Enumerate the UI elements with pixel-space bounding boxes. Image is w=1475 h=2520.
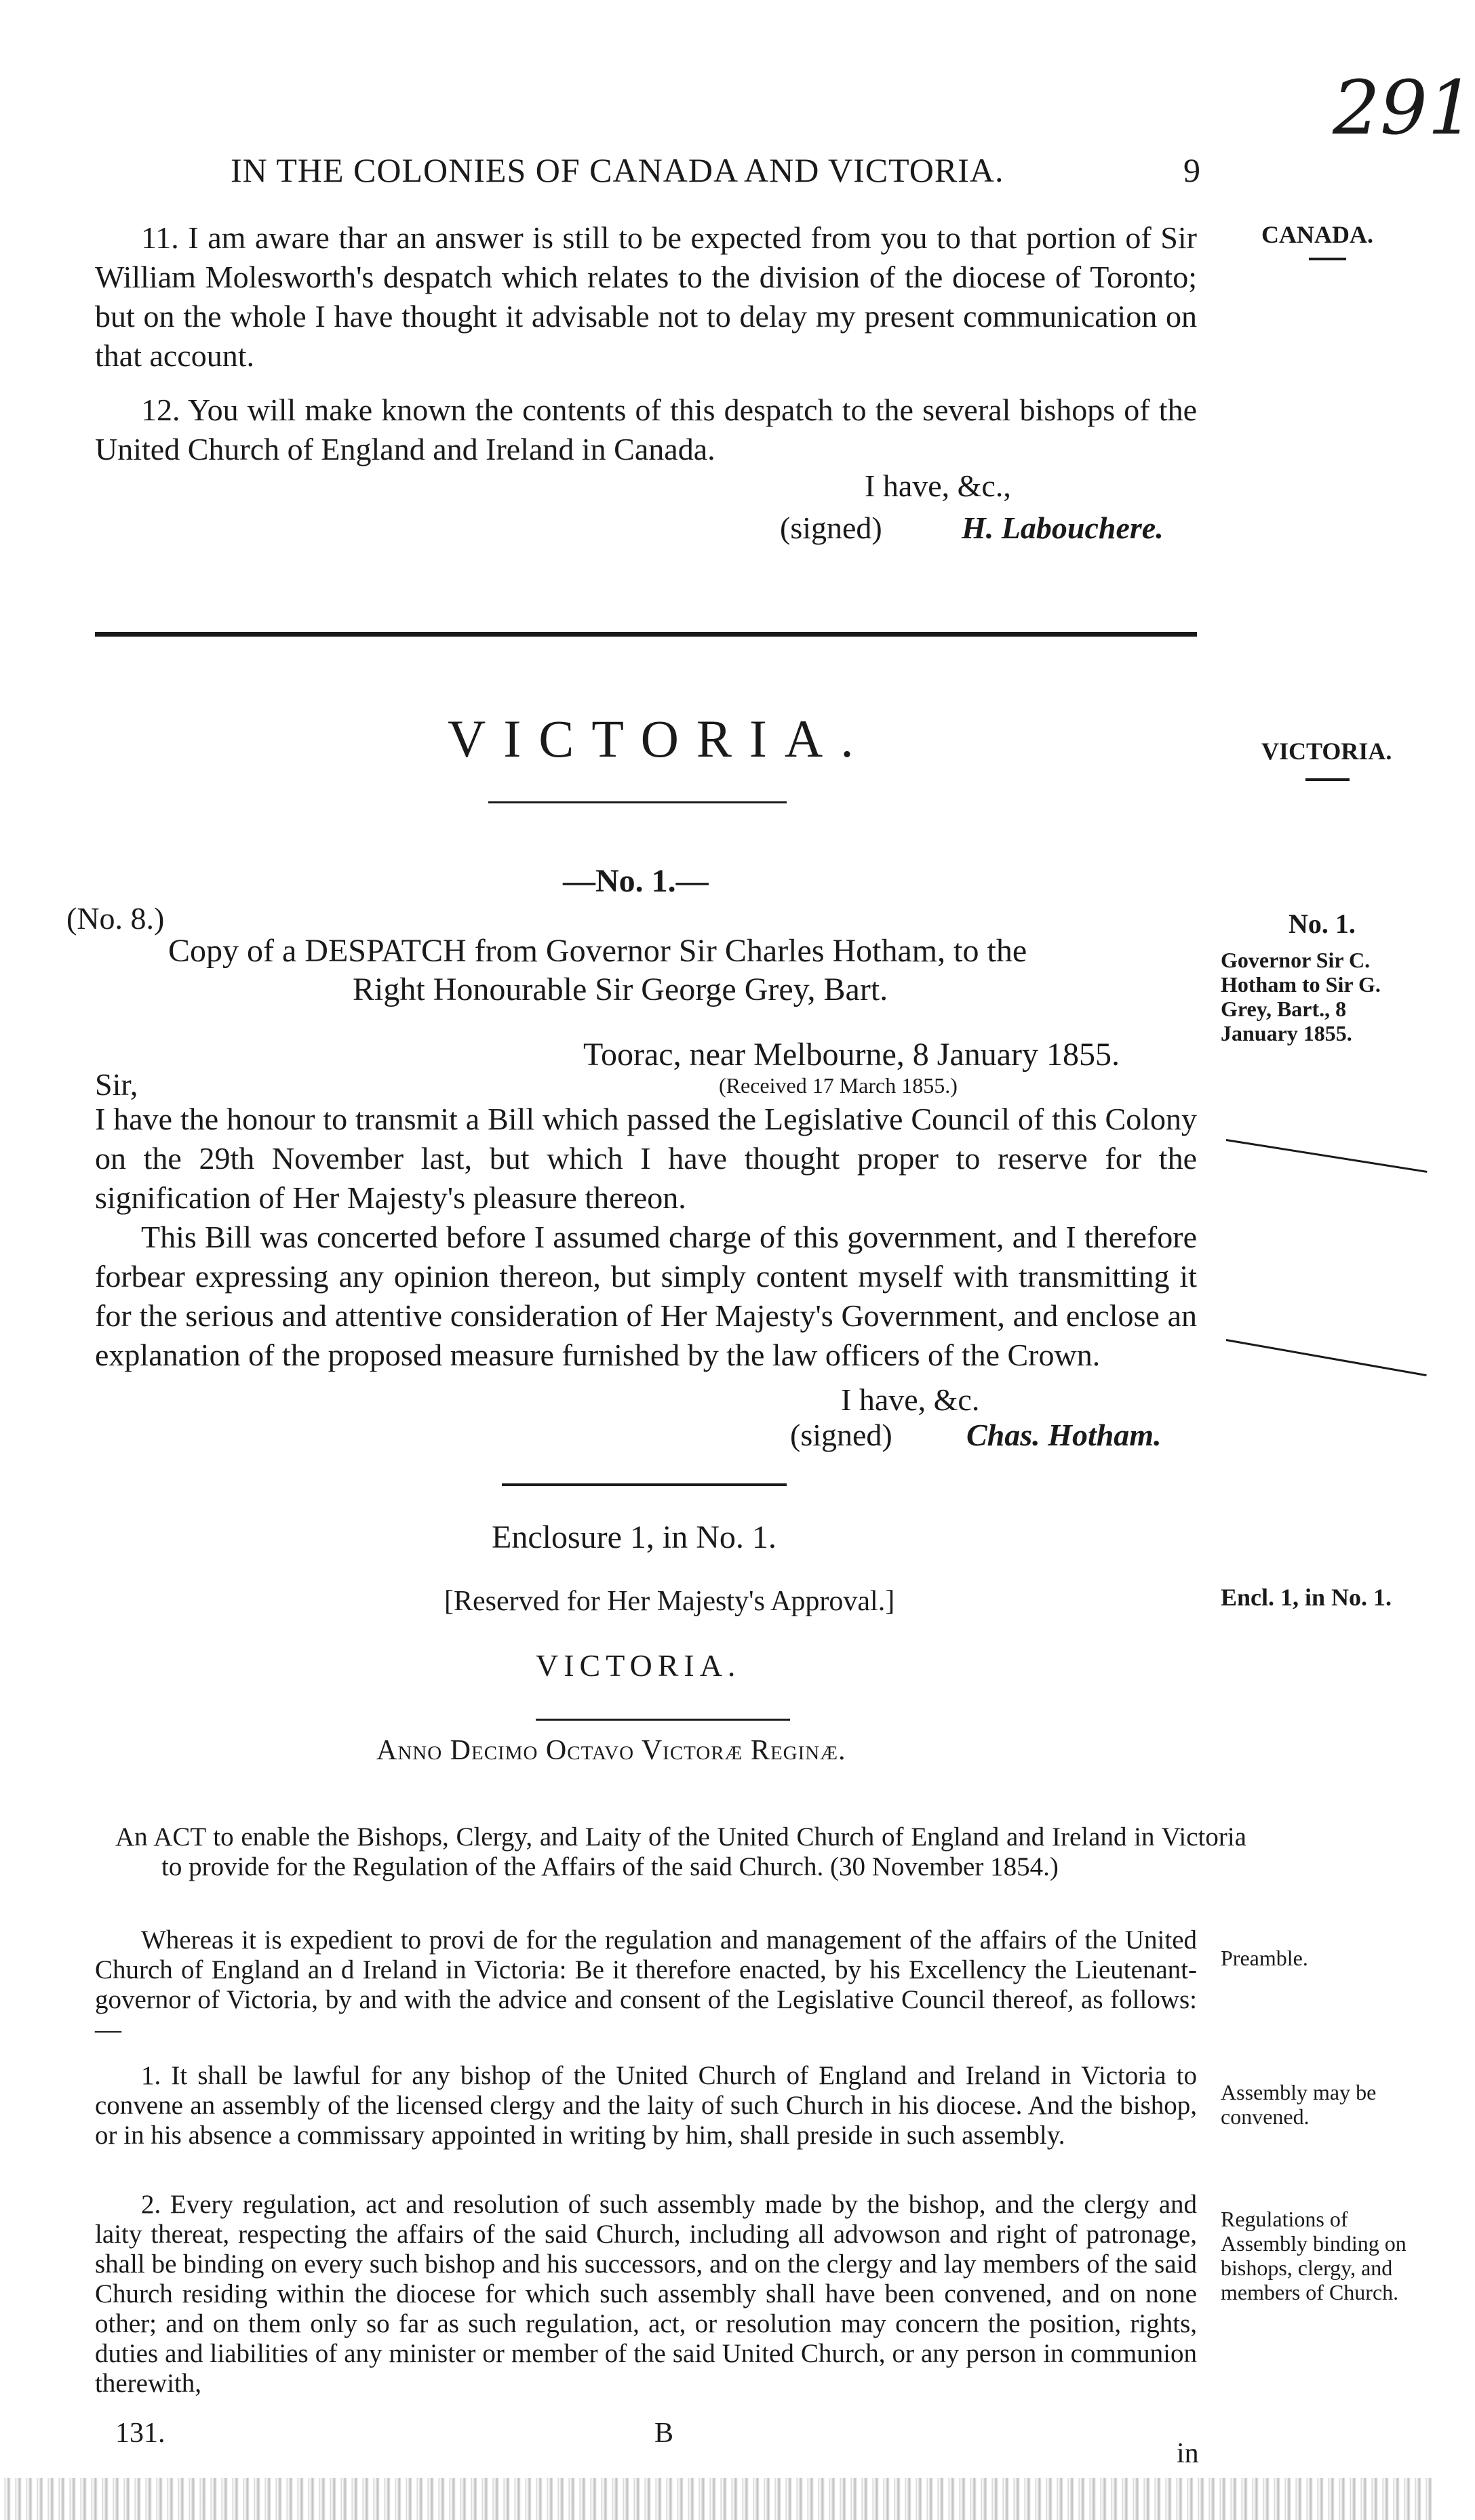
footer-signature-mark: B bbox=[654, 2418, 674, 2449]
victoria-margin-label: VICTORIA. bbox=[1261, 738, 1392, 765]
despatch-paragraph-1: I have the honour to transmit a Bill which passed the Legislative Council of this Colony on the 29th November last, but which I have thought proper to reserve for the signification of Her Majesty's pleasure thereon. bbox=[95, 1102, 1197, 1215]
place-date: Toorac, near Melbourne, 8 January 1855. bbox=[583, 1037, 1120, 1073]
copy-line-2: Right Honourable Sir George Grey, Bart. bbox=[353, 972, 888, 1007]
enclosure-reserved: [Reserved for Her Majesty's Approval.] bbox=[444, 1586, 895, 1617]
canada-margin-label: CANADA. bbox=[1261, 221, 1373, 248]
preamble-margin-note: Preamble. bbox=[1221, 1946, 1308, 1970]
preamble-text: Whereas it is expedient to provi de for the regulation and management of the affairs of the United Church of England an d Ireland in Victoria: Be it therefore enacted, by his Excellency the Lieutenant-governor of Victoria, by and with the advice and consent of the Legislative Council thereof, as follows:— bbox=[95, 1925, 1197, 2044]
canada-paragraph-11: 11. I am aware thar an answer is still to be expected from you to that portion of Sir William Molesworth's despatch which relates to the division of the diocese of Toronto; but on the whole I have thought it advisable not to delay my present communication on that account. bbox=[95, 220, 1197, 373]
victoria-title-rule bbox=[488, 801, 787, 803]
despatch-end-rule bbox=[502, 1483, 787, 1486]
despatch-closing: I have, &c. bbox=[841, 1382, 980, 1417]
despatch-margin-note: Governor Sir C. Hotham to Sir G. Grey, Bart., 8 January 1855. bbox=[1221, 948, 1381, 1045]
scan-edge-noise bbox=[0, 2478, 1432, 2520]
running-title: IN THE COLONIES OF CANADA AND VICTORIA. bbox=[231, 151, 1004, 189]
enclosure-margin-label: Encl. 1, in No. 1. bbox=[1221, 1584, 1392, 1611]
page-number: 9 bbox=[1183, 151, 1200, 189]
section-2-text: 2. Every regulation, act and resolution of such assembly made by the bishop, and the clergy and laity thereat, respecting the affairs of the said Church, including all advowson and right of patronage, shall be binding on every such bishop and his successors, and on the clergy and lay members of the said Church residing within the diocese for which such assembly shall have been convened, and on none other; and on them only so far as such regulation, act, or resolution may concern the position, rights, duties and liabilities of any minister or member of the said United Church, or any person in communion therewith, bbox=[95, 2190, 1197, 2398]
despatch-paragraphs bbox=[95, 1100, 1197, 1375]
regnal-year: Anno Decimo Octavo Victoræ Reginæ. bbox=[376, 1735, 846, 1766]
received-date: (Received 17 March 1855.) bbox=[719, 1073, 958, 1098]
despatch-paragraph-2: This Bill was concerted before I assumed charge of this government, and I therefore forbear expressing any opinion thereon, but simply content myself with transmitting it for the serious and attentive consideration of Her Majesty's Government, and enclose an explanation of the proposed measure furnished by the law officers of the Crown. bbox=[95, 1220, 1197, 1372]
despatch-reference: (No. 8.) bbox=[66, 901, 165, 936]
canada-paragraph-12: 12. You will make known the contents of this despatch to the several bishops of the United Church of England and Ireland in Canada. bbox=[95, 393, 1197, 466]
enclosure-heading: VICTORIA. bbox=[536, 1648, 741, 1683]
folio-number: 291 bbox=[1333, 64, 1475, 151]
canada-signature: H. Labouchere. bbox=[962, 511, 1164, 545]
margin-pencil-stroke-2 bbox=[1226, 1339, 1427, 1376]
section-divider-rule bbox=[95, 632, 1197, 637]
section-1-text: 1. It shall be lawful for any bishop of the United Church of England and Ireland in Victoria to convene an assembly of the licensed clergy and the laity of such Church in his diocese. And the bishop, or in his absence a commissary appointed in writing by him, shall preside in such assembly. bbox=[95, 2061, 1197, 2150]
enclosure-title: Enclosure 1, in No. 1. bbox=[492, 1519, 776, 1555]
despatch-signed-label: (signed) bbox=[790, 1418, 892, 1452]
margin-pencil-stroke-1 bbox=[1226, 1139, 1428, 1173]
victoria-number: —No. 1.— bbox=[563, 863, 709, 899]
section-1-margin-note: Assembly may be convened. bbox=[1221, 2080, 1377, 2129]
salutation: Sir, bbox=[95, 1067, 138, 1102]
victoria-label-rule bbox=[1305, 778, 1350, 781]
canada-closing: I have, &c., bbox=[865, 468, 1011, 503]
canada-signed-label: (signed) bbox=[780, 511, 882, 545]
enclosure-heading-rule bbox=[536, 1719, 790, 1721]
victoria-section-title: VICTORIA. bbox=[448, 709, 871, 768]
canada-paragraphs bbox=[95, 218, 1197, 469]
act-title: An ACT to enable the Bishops, Clergy, and Laity of the United Church of England and Ireland in Victoria to provide for the Regulation of the Affairs of the said Church. (30 November 1854.) bbox=[115, 1822, 1246, 1881]
despatch-margin-number: No. 1. bbox=[1289, 908, 1356, 939]
footer-number: 131. bbox=[115, 2418, 165, 2449]
footer-catchword: in bbox=[1177, 2438, 1199, 2469]
canada-label-rule bbox=[1309, 258, 1346, 260]
copy-line-1: Copy of a DESPATCH from Governor Sir Charles Hotham, to the bbox=[168, 933, 1027, 969]
section-2-margin-note: Regulations of Assembly binding on bishops, clergy, and members of Church. bbox=[1221, 2207, 1407, 2304]
despatch-signature: Chas. Hotham. bbox=[966, 1418, 1162, 1452]
